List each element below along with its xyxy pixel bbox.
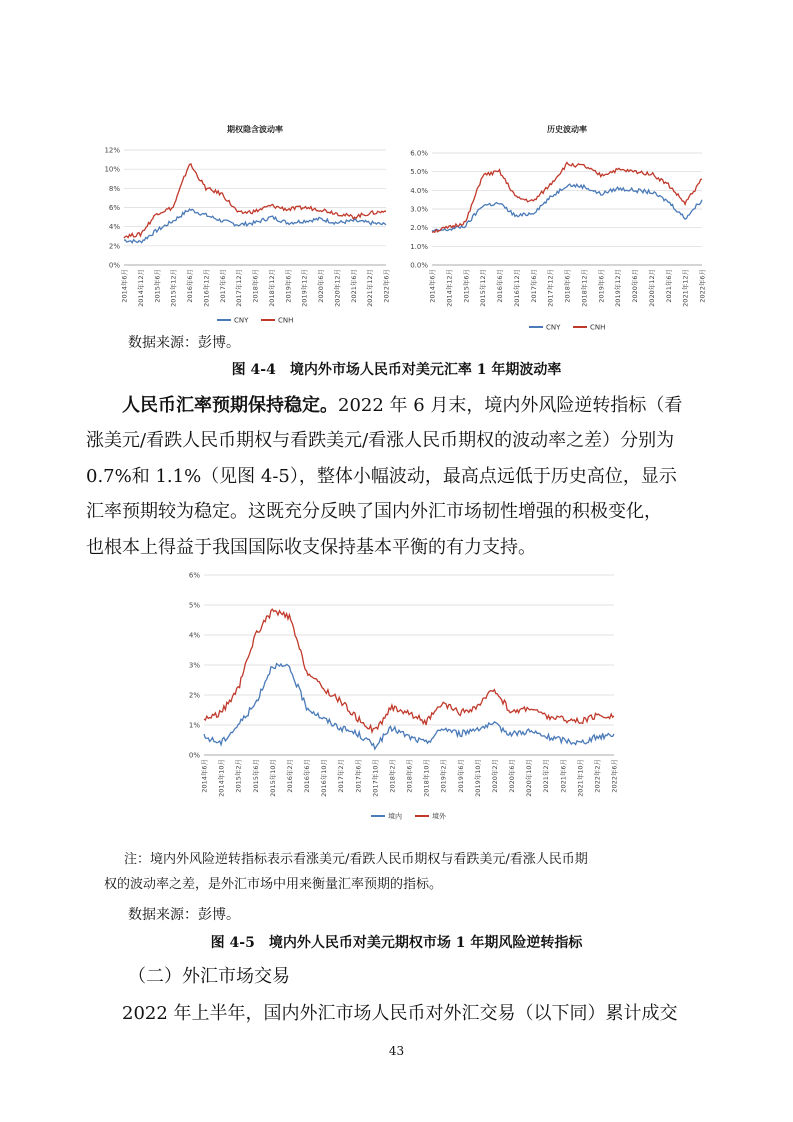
paragraph-1: 人民币汇率预期保持稳定。2022 年 6 月末，境内外风险逆转指标（看 bbox=[122, 395, 683, 416]
x-tick-label: 2016年10月 bbox=[320, 759, 329, 797]
y-tick-label: 6% bbox=[188, 571, 200, 580]
x-tick-label: 2020年6月 bbox=[317, 269, 325, 303]
y-tick-label: 10% bbox=[104, 165, 120, 174]
fig45-caption: 图 4-5 境内外人民币对美元期权市场 1 年期风险逆转指标 bbox=[210, 935, 583, 951]
x-tick-label: 2014年12月 bbox=[445, 269, 454, 307]
x-tick-label: 2018年6月 bbox=[563, 269, 572, 303]
y-tick-label: 1.0% bbox=[410, 242, 428, 251]
y-tick-label: 3.0% bbox=[410, 205, 428, 214]
fig45-note-line1: 注：境内外风险逆转指标表示看涨美元/看跌人民币期权与看跌美元/看涨人民币期 bbox=[124, 852, 588, 867]
x-tick-label: 2022年6月 bbox=[698, 269, 707, 303]
series-line-0 bbox=[432, 184, 702, 231]
paragraph-lead: 人民币汇率预期保持稳定。 bbox=[122, 395, 338, 416]
x-tick-label: 2015年12月 bbox=[169, 269, 178, 307]
x-tick-label: 2014年6月 bbox=[428, 269, 437, 303]
paragraph-1-line2: 涨美元/看跌人民币期权与看跌美元/看涨人民币期权的波动率之差）分别为 bbox=[86, 430, 675, 451]
x-tick-label: 2017年6月 bbox=[354, 759, 363, 793]
x-tick-label: 2019年6月 bbox=[284, 269, 293, 303]
x-tick-label: 2015年6月 bbox=[153, 269, 162, 303]
fig45-note-line2: 权的波动率之差，是外汇市场中用来衡量汇率预期的指标。 bbox=[104, 877, 443, 892]
y-tick-label: 4.0% bbox=[410, 186, 428, 195]
x-tick-label: 2020年6月 bbox=[631, 269, 639, 303]
y-tick-label: 0.0% bbox=[410, 261, 428, 270]
y-tick-label: 12% bbox=[104, 146, 120, 155]
legend-label: 境内 bbox=[388, 812, 402, 821]
legend-label: CNY bbox=[234, 316, 249, 325]
x-tick-label: 2016年6月 bbox=[303, 759, 311, 793]
series-line-1 bbox=[204, 609, 614, 732]
x-tick-label: 2021年2月 bbox=[542, 759, 551, 793]
x-tick-label: 2019年10月 bbox=[473, 759, 482, 797]
legend-label: CNY bbox=[546, 323, 561, 332]
fig44-source: 数据来源：彭博。 bbox=[128, 335, 240, 351]
x-tick-label: 2014年6月 bbox=[120, 269, 129, 303]
x-tick-label: 2018年10月 bbox=[422, 759, 431, 797]
x-tick-label: 2020年6月 bbox=[508, 759, 516, 793]
x-tick-label: 2014年12月 bbox=[136, 269, 145, 307]
x-tick-label: 2015年2月 bbox=[234, 759, 243, 793]
y-tick-label: 4% bbox=[188, 631, 200, 640]
x-tick-label: 2020年2月 bbox=[490, 759, 499, 793]
x-tick-label: 2018年6月 bbox=[405, 759, 414, 793]
x-tick-label: 2021年6月 bbox=[664, 269, 673, 303]
fig44-caption: 图 4-4 境内外市场人民币对美元汇率 1 年期波动率 bbox=[231, 362, 562, 378]
paragraph-1-line5: 也根本上得益于我国国际收支保持基本平衡的有力支持。 bbox=[86, 537, 536, 558]
paragraph-1-line3: 0.7%和 1.1%（见图 4-5），整体小幅波动，最高点远低于历史高位，显示 bbox=[86, 466, 677, 487]
y-tick-label: 5% bbox=[188, 601, 200, 610]
y-tick-label: 3% bbox=[188, 661, 200, 670]
y-tick-label: 6% bbox=[108, 204, 120, 212]
x-tick-label: 2016年12月 bbox=[512, 269, 521, 307]
chart-title: 历史波动率 bbox=[547, 125, 587, 134]
chart-implied-volatility bbox=[90, 120, 395, 335]
paragraph-1-line4: 汇率预期较为稳定。这既充分反映了国内外汇市场韧性增强的积极变化， bbox=[86, 501, 662, 522]
x-tick-label: 2016年6月 bbox=[186, 269, 194, 303]
x-tick-label: 2015年10月 bbox=[268, 759, 277, 797]
x-tick-label: 2017年12月 bbox=[235, 269, 244, 307]
x-tick-label: 2019年12月 bbox=[300, 269, 309, 307]
x-tick-label: 2015年12月 bbox=[479, 269, 488, 307]
x-tick-label: 2017年2月 bbox=[337, 759, 346, 793]
fig45-source: 数据来源：彭博。 bbox=[128, 907, 240, 923]
y-tick-label: 6.0% bbox=[410, 149, 428, 158]
x-tick-label: 2016年12月 bbox=[202, 269, 211, 307]
x-tick-label: 2021年6月 bbox=[349, 269, 358, 303]
paragraph-2: 2022 年上半年，国内外汇市场人民币对外汇交易（以下同）累计成交 bbox=[122, 1003, 678, 1024]
x-tick-label: 2021年6月 bbox=[559, 759, 568, 793]
x-tick-label: 2020年12月 bbox=[333, 269, 342, 307]
x-tick-label: 2020年10月 bbox=[525, 759, 534, 797]
x-tick-label: 2020年12月 bbox=[647, 269, 656, 307]
y-tick-label: 2% bbox=[188, 691, 200, 700]
y-tick-label: 1% bbox=[188, 721, 200, 730]
y-tick-label: 2% bbox=[108, 242, 120, 251]
legend-label: CNH bbox=[590, 323, 606, 332]
x-tick-label: 2018年12月 bbox=[580, 269, 589, 307]
legend-label: 境外 bbox=[432, 812, 446, 821]
page-number: 43 bbox=[388, 1044, 405, 1058]
legend-label: CNH bbox=[278, 316, 294, 325]
x-tick-label: 2018年2月 bbox=[388, 759, 397, 793]
x-tick-label: 2021年10月 bbox=[576, 759, 585, 797]
x-tick-label: 2018年6月 bbox=[251, 269, 260, 303]
x-tick-label: 2021年12月 bbox=[366, 269, 375, 307]
x-tick-label: 2022年6月 bbox=[610, 759, 619, 793]
x-tick-label: 2016年2月 bbox=[285, 759, 294, 793]
x-tick-label: 2022年6月 bbox=[382, 269, 391, 303]
x-tick-label: 2019年12月 bbox=[614, 269, 623, 307]
chart-risk-reversal bbox=[170, 565, 620, 825]
y-tick-label: 0% bbox=[108, 261, 120, 270]
y-tick-label: 0% bbox=[188, 751, 200, 760]
x-tick-label: 2017年12月 bbox=[546, 269, 555, 307]
x-tick-label: 2015年6月 bbox=[462, 269, 471, 303]
x-tick-label: 2016年6月 bbox=[496, 269, 504, 303]
series-line-0 bbox=[204, 664, 614, 750]
y-tick-label: 2.0% bbox=[410, 224, 428, 233]
x-tick-label: 2019年6月 bbox=[597, 269, 606, 303]
y-tick-label: 8% bbox=[108, 184, 120, 193]
chart-title: 期权隐含波动率 bbox=[227, 125, 283, 134]
x-tick-label: 2014年10月 bbox=[217, 759, 226, 797]
y-tick-label: 4% bbox=[108, 223, 120, 232]
x-tick-label: 2018年12月 bbox=[267, 269, 276, 307]
x-tick-label: 2019年2月 bbox=[439, 759, 448, 793]
x-tick-label: 2022年2月 bbox=[593, 759, 602, 793]
x-tick-label: 2015年6月 bbox=[251, 759, 260, 793]
x-tick-label: 2021年12月 bbox=[681, 269, 690, 307]
x-tick-label: 2017年6月 bbox=[529, 269, 538, 303]
x-tick-label: 2017年10月 bbox=[371, 759, 380, 797]
section-heading: （二）外汇市场交易 bbox=[128, 966, 290, 987]
x-tick-label: 2017年6月 bbox=[218, 269, 227, 303]
x-tick-label: 2019年6月 bbox=[456, 759, 465, 793]
y-tick-label: 5.0% bbox=[410, 168, 428, 177]
chart-historical-volatility bbox=[398, 120, 708, 335]
x-tick-label: 2014年6月 bbox=[200, 759, 209, 793]
